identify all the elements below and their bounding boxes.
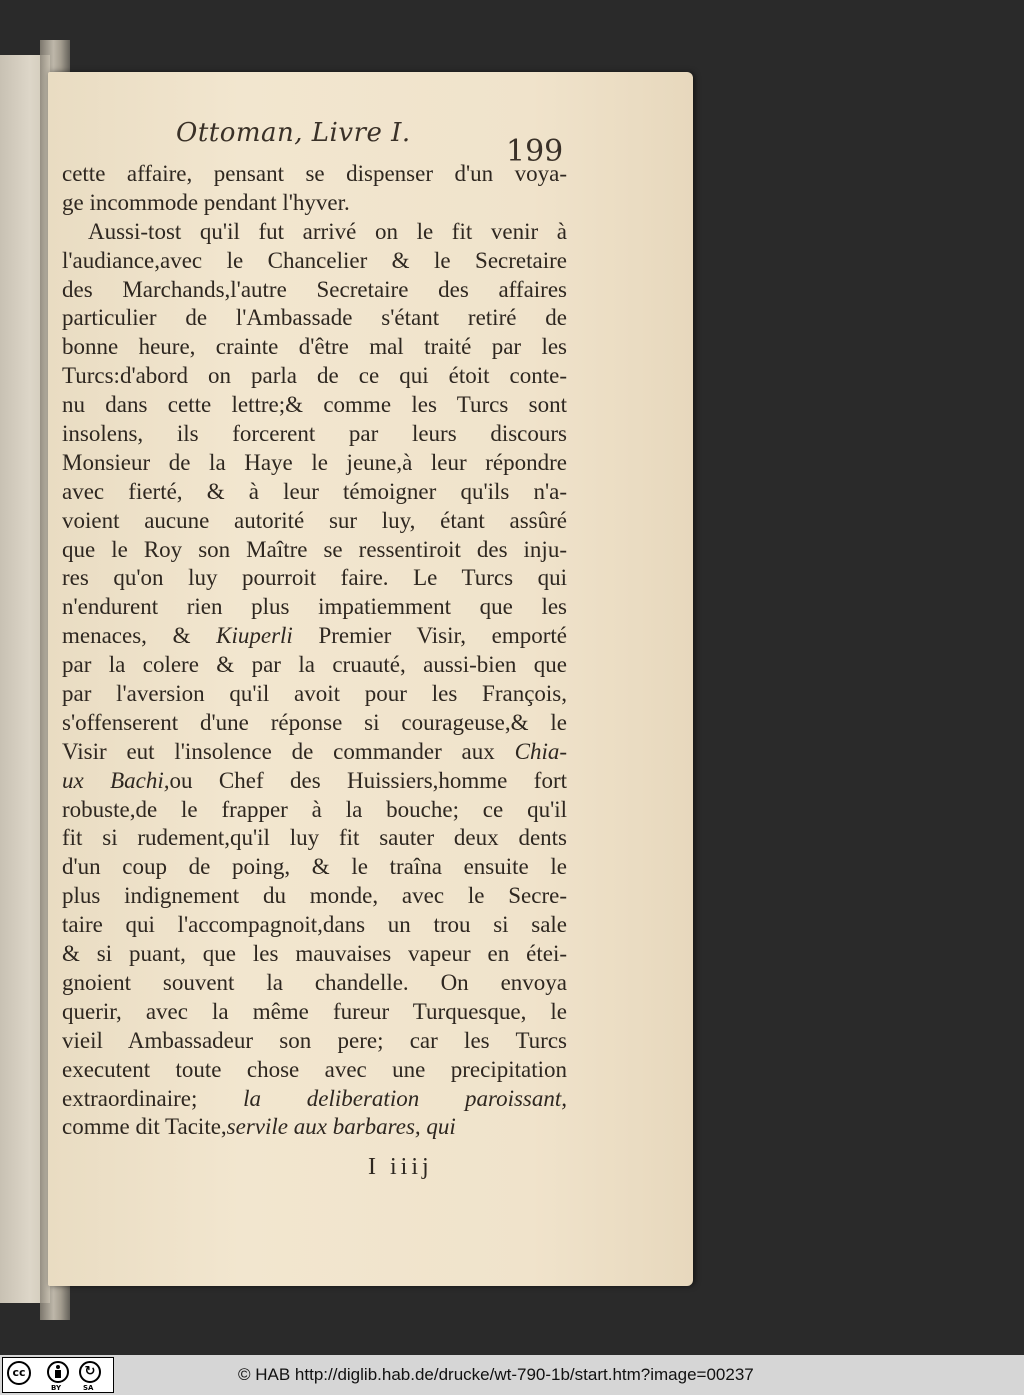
page-content <box>48 72 693 1286</box>
attribution-icon <box>47 1361 69 1383</box>
text-segment: ou Chef des Huissiers,homme fort <box>169 767 567 793</box>
text-line: taire qui l'accompagnoit,dans un trou si sale <box>62 912 567 938</box>
running-head: Ottoman, Livre I. <box>176 118 411 148</box>
sa-label: SA <box>83 1384 94 1392</box>
italic-segment: ux Bachi, <box>62 767 170 793</box>
book-page <box>48 72 693 1286</box>
text-line: nu dans cette lettre;& comme les Turcs sont <box>62 392 567 418</box>
text-segment: extraordinaire; <box>62 1085 244 1111</box>
text-line: gnoient souvent la chandelle. On envoya <box>62 969 567 995</box>
text-line: l'audiance,avec le Chancelier & le Secretaire <box>62 247 567 273</box>
text-line: que le Roy son Maître se ressentiroit des inju- <box>62 536 567 562</box>
footer-bar <box>0 1355 1024 1395</box>
text-line: executent toute chose avec une precipitation <box>62 1056 567 1082</box>
text-line <box>62 622 567 651</box>
cc-license-badge[interactable] <box>2 1357 114 1393</box>
text-line: n'endurent rien plus impatiemment que les <box>62 594 567 620</box>
text-line: d'un coup de poing, & le traîna ensuite le <box>62 854 567 880</box>
text-line <box>62 738 567 767</box>
text-line: Aussi-tost qu'il fut arrivé on le fit venir à <box>88 218 567 244</box>
text-segment: menaces, & <box>62 623 217 649</box>
text-line: robuste,de le frapper à la bouche; ce qu'il <box>62 796 567 822</box>
text-segment: Premier Visir, emporté <box>292 623 567 649</box>
copyright-url[interactable]: © HAB http://diglib.hab.de/drucke/wt-790-1b/start.htm?image=00237 <box>238 1365 754 1384</box>
text-line: particulier de l'Ambassade s'étant retiré de <box>62 305 567 331</box>
text-line: s'offenserent d'une réponse si courageuse,& le <box>62 709 567 735</box>
italic-segment: servile aux barbares, qui <box>226 1114 456 1140</box>
text-line: Monsieur de la Haye le jeune,à leur répondre <box>62 449 567 475</box>
text-line <box>62 767 567 796</box>
text-line: insolens, ils forcerent par leurs discours <box>62 421 567 447</box>
text-segment: Visir eut l'insolence de commander aux <box>62 738 515 764</box>
body-text <box>62 160 567 1142</box>
text-line <box>62 1113 567 1142</box>
text-line: plus indignement du monde, avec le Secre- <box>62 883 567 909</box>
cc-icon: cc <box>7 1361 31 1385</box>
italic-segment: Chia- <box>514 738 567 764</box>
text-line: des Marchands,l'autre Secretaire des affaires <box>62 276 567 302</box>
share-alike-icon: ↻ <box>79 1361 101 1383</box>
text-line: & si puant, que les mauvaises vapeur en étei- <box>62 941 567 967</box>
text-line: fit si rudement,qu'il luy fit sauter deux dents <box>62 825 567 851</box>
text-line: par la colere & par la cruauté, aussi-bien que <box>62 652 567 678</box>
text-line: res qu'on luy pourroit faire. Le Turcs qui <box>62 565 567 591</box>
signature-mark: I iiij <box>368 1154 433 1180</box>
text-segment: comme dit Tacite, <box>62 1114 227 1140</box>
text-line <box>62 1085 567 1114</box>
text-line: avec fierté, & à leur témoigner qu'ils n'a- <box>62 478 567 504</box>
text-line: cette affaire, pensant se dispenser d'un voya- <box>62 161 567 186</box>
text-line: bonne heure, crainte d'être mal traité par les <box>62 334 567 360</box>
text-line: vieil Ambassadeur son pere; car les Turcs <box>62 1027 567 1053</box>
text-line: ge incommode pendant l'hyver. <box>62 189 350 215</box>
italic-segment: la deliberation paroissant, <box>243 1085 567 1111</box>
italic-segment: Kiuperli <box>216 623 293 649</box>
text-line: par l'aversion qu'il avoit pour les François, <box>62 681 567 707</box>
text-line: querir, avec la même fureur Turquesque, le <box>62 998 567 1024</box>
text-line: Turcs:d'abord on parla de ce qui étoit conte- <box>62 363 567 389</box>
by-label: BY <box>51 1384 62 1392</box>
text-line: voient aucune autorité sur luy, étant assûré <box>62 507 567 533</box>
page-number: 199 <box>506 134 564 169</box>
